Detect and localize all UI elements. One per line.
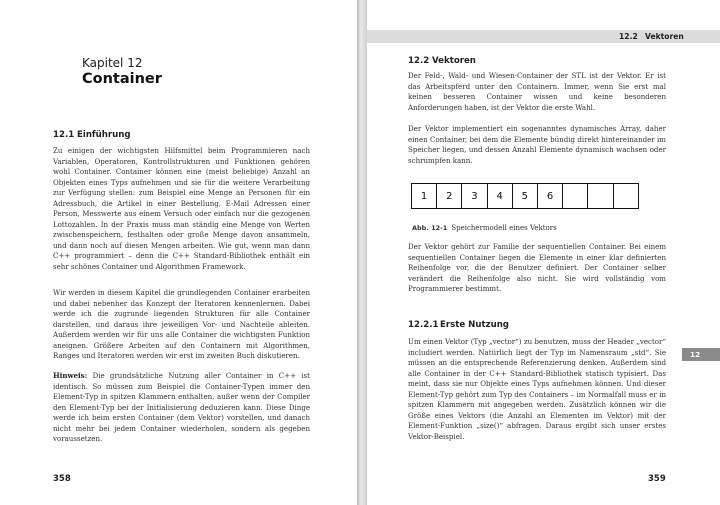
vector-cell-empty bbox=[613, 183, 639, 209]
intro-paragraph-2: Wir werden in diesem Kapitel die grundlegenden Container erarbeiten und dabei nebenher das Konzept der Iteratoren kennenlernen. Dabei werde ich die zugrunde liegenden Strukturen für alle Container darstellen, und daraus ihre jeweiligen Vor- und Nachteile ableiten. Außerdem werden wir für uns alle Container die wichtigsten Funktion aneignen. Größere Arbeiten auf den Containern mit Algorithmen, Ranges und Iteratoren werden wir erst im zweiten Buch diskutieren. bbox=[53, 288, 310, 361]
vector-cell: 3 bbox=[461, 183, 487, 209]
intro-paragraph-1: Zu einigen der wichtigsten Hilfsmittel beim Programmieren nach Variablen, Operatoren, Kontrollstrukturen und Funktionen gehören wohl Container. Container können eine (meist beliebige) Anzahl an Objekten eines Typs aufnehmen und sie für die weitere Verarbeitung zur Verfügung stellen: zum Beispiel eine Menge an Personen für ein Adressbuch, die Artikel in einer Bestellung, E-Mail Adressen einer Person, Messwerte aus einem Versuch oder einfach nur die gezogenen Lottozahlen. In der Praxis muss man ständig eine Menge von Werten zwischenspeichern, festhalten oder große Menge davon ansammeln, und dann noch auf diesen Mengen arbeiten. Wie gut, wenn man dann C++ programmiert – denn die C++ Standard-Bibliothek enthält ein sehr schönes Container und Algorithmen Framework. bbox=[53, 146, 310, 272]
vector-cell: 4 bbox=[487, 183, 513, 209]
vector-cell: 2 bbox=[436, 183, 462, 209]
vector-paragraph-2: Der Vektor implementiert ein sogenanntes dynamisches Array, daher einen Container, bei dem die Elemente bündig direkt hintereinander im Speicher liegen, und dessen Anzahl Elemente dynamisch wachsen oder schrumpfen kann. bbox=[408, 124, 666, 165]
first-use-paragraph: Um einen Vektor (Typ „vector“) zu benutzen, muss der Header „vector“ includiert werden. Natürlich liegt der Typ im Namensraum „std“. Sie müssen an die entsprechende Referenzierung denken. Außerdem sind alle Container in der C++ Standard-Bibliothek statisch typisiert. Das meint, dass sie nur Objekte eines Typs aufnehmen können. Und dieser Element-Typ gehört zum Typ des Containers – im Normalfall muss er in spitzen Klammern mit angegeben werden. Zusätzlich können wir die Größe eines Vektors (die Anzahl an Elementen im Vektor) mit der Element-Funktion „size()“ abfragen. Daraus ergibt sich unser erstes Vektor-Beispiel. bbox=[408, 337, 666, 441]
vector-paragraph-1: Der Feld-, Wald- und Wiesen-Container der STL ist der Vektor. Er ist das Arbeitspferd unter den Containern. Immer, wenn Sie erst mal keinen besseren Container wissen und keine besonderen Anforderungen haben, ist der Vektor die erste Wahl. bbox=[408, 71, 666, 112]
vector-paragraph-3: Der Vektor gehört zur Familie der sequentiellen Container. Bei einem sequentiellen Container liegen die Elemente in einer klar definierten Reihenfolge vor, die der Benutzer definiert. Der Container selber verändert die Reihenfolge also nicht. Sie wird vollständig vom Programmierer bestimmt. bbox=[408, 242, 666, 294]
section-heading-12-2 bbox=[408, 56, 476, 66]
chapter-title: Container bbox=[82, 71, 162, 87]
subsection-title: Erste Nutzung bbox=[440, 320, 509, 330]
figure-caption-text: Speichermodell eines Vektors bbox=[451, 224, 557, 232]
subsection-heading-12-2-1 bbox=[408, 320, 509, 330]
vector-cell: 6 bbox=[537, 183, 563, 209]
vector-cell-empty bbox=[562, 183, 588, 209]
running-header bbox=[367, 30, 720, 43]
figure-caption bbox=[412, 224, 557, 232]
vector-memory-figure bbox=[412, 183, 639, 209]
note-paragraph bbox=[53, 371, 310, 445]
note-text: Die grundsätzliche Nutzung aller Container in C++ ist identisch. So müssen zum Beispiel die Container-Typen immer den Element-Typ in spitzen Klammern enthalten, außer wenn der Compiler den Element-Typ bei der Initialisierung deduzieren kann. Diese Dinge werde ich beim ersten Container (dem Vektor) vorstellen, und danach nicht mehr bei jedem Container wiederholen, sondern als gegeben voraussetzen. bbox=[53, 371, 310, 444]
running-header-title: Vektoren bbox=[645, 32, 684, 41]
section-title: Vektoren bbox=[432, 56, 476, 66]
section-number: 12.2 bbox=[408, 56, 430, 66]
page-number-right: 359 bbox=[648, 474, 666, 484]
thumb-tab-label: 12 bbox=[690, 350, 701, 359]
subsection-number: 12.2.1 bbox=[408, 320, 439, 330]
page-number-left: 358 bbox=[53, 474, 71, 484]
figure-caption-label: Abb. 12-1 bbox=[412, 224, 448, 232]
vector-cell-empty bbox=[587, 183, 613, 209]
section-number: 12.1 bbox=[53, 130, 75, 140]
right-page bbox=[367, 0, 720, 505]
vector-cell: 1 bbox=[411, 183, 437, 209]
section-title: Einführung bbox=[77, 130, 131, 140]
note-label: Hinweis: bbox=[53, 371, 88, 380]
running-header-number: 12.2 bbox=[619, 32, 638, 41]
section-heading-12-1 bbox=[53, 130, 131, 140]
chapter-label: Kapitel 12 bbox=[82, 56, 143, 70]
chapter-thumb-tab bbox=[682, 348, 720, 361]
left-page bbox=[0, 0, 357, 505]
vector-cell: 5 bbox=[512, 183, 538, 209]
book-gutter bbox=[357, 0, 367, 505]
